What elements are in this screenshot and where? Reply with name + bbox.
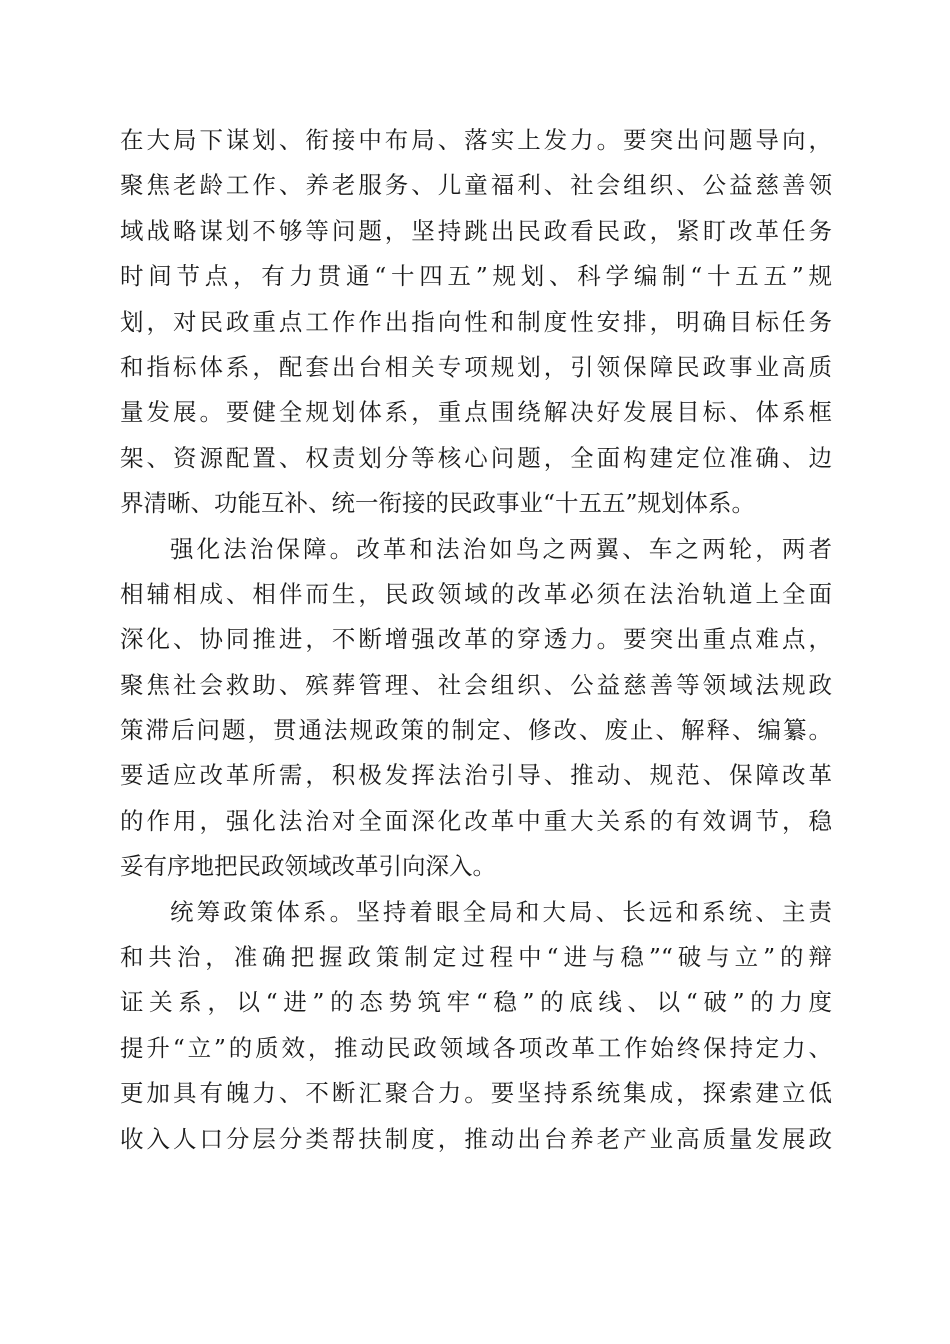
text-line: 要适应改革所需，积极发挥法治引导、推动、规范、保障改革 xyxy=(120,761,832,790)
paragraph-rule-of-law xyxy=(120,527,832,890)
text-line: 更加具有魄力、不断汇聚合力。要坚持系统集成，探索建立低 xyxy=(120,1079,832,1108)
text-line: 策滞后问题，贯通法规政策的制定、修改、废止、解释、编纂。 xyxy=(120,716,832,745)
text-line: 强化法治保障。改革和法治如鸟之两翼、车之两轮，两者 xyxy=(170,534,832,563)
text-line: 和指标体系，配套出台相关专项规划，引领保障民政事业高质 xyxy=(120,352,832,381)
text-line: 证关系，以“进”的态势筑牢“稳”的底线、以“破”的力度 xyxy=(120,988,832,1017)
text-line: 聚焦社会救助、殡葬管理、社会组织、公益慈善等领域法规政 xyxy=(120,670,832,699)
text-line: 统筹政策体系。坚持着眼全局和大局、长远和系统、主责 xyxy=(170,897,832,926)
paragraph-policy-system xyxy=(120,890,832,1162)
text-line: 深化、协同推进，不断增强改革的穿透力。要突出重点难点， xyxy=(120,625,832,654)
text-line: 划，对民政重点工作作出指向性和制度性安排，明确目标任务 xyxy=(120,307,832,336)
text-line: 妥有序地把民政领域改革引向深入。 xyxy=(120,852,496,881)
text-line: 和共治，准确把握政策制定过程中“进与稳”“破与立”的辩 xyxy=(120,943,832,972)
text-line: 界清晰、功能互补、统一衔接的民政事业“十五五”规划体系。 xyxy=(120,489,756,518)
document-page xyxy=(120,118,832,1162)
text-line: 在大局下谋划、衔接中布局、落实上发力。要突出问题导向， xyxy=(120,126,832,154)
text-line: 聚焦老龄工作、养老服务、儿童福利、社会组织、公益慈善领 xyxy=(120,171,832,200)
text-line: 架、资源配置、权责划分等核心问题，全面构建定位准确、边 xyxy=(120,443,832,472)
text-line: 相辅相成、相伴而生，民政领域的改革必须在法治轨道上全面 xyxy=(120,579,832,608)
text-line: 域战略谋划不够等问题，坚持跳出民政看民政，紧盯改革任务 xyxy=(120,216,832,245)
paragraph-planning xyxy=(120,118,832,527)
text-line: 收入人口分层分类帮扶制度，推动出台养老产业高质量发展政 xyxy=(120,1124,832,1153)
text-line: 提升“立”的质效，推动民政领域各项改革工作始终保持定力、 xyxy=(120,1033,832,1062)
text-line: 时间节点，有力贯通“十四五”规划、科学编制“十五五”规 xyxy=(120,262,832,291)
text-line: 的作用，强化法治对全面深化改革中重大关系的有效调节，稳 xyxy=(120,806,832,835)
text-line: 量发展。要健全规划体系，重点围绕解决好发展目标、体系框 xyxy=(120,398,832,427)
